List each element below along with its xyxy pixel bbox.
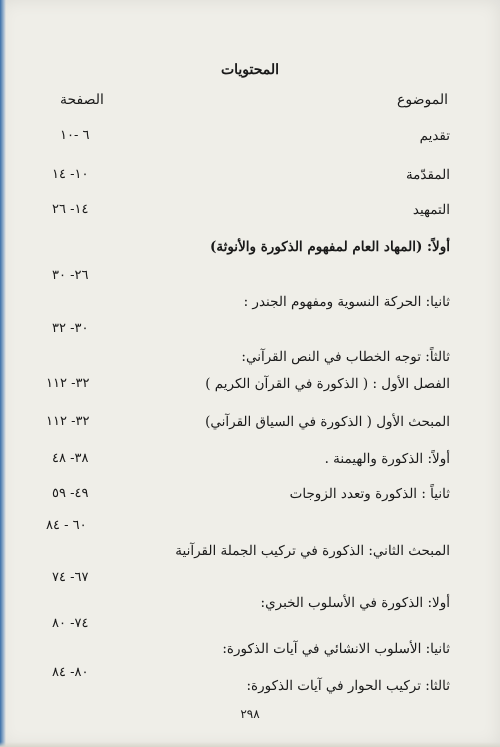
toc-row <box>0 486 500 510</box>
topic-column-header: الموضوع <box>397 92 448 108</box>
page-column-header: الصفحة <box>60 92 104 108</box>
toc-row <box>0 451 500 475</box>
toc-row <box>0 349 500 373</box>
toc-entry-label: أولاً: (المهاد العام لمفهوم الذكورة والأنوثة) <box>209 239 450 255</box>
toc-entry-page: ٨٠- ٨٤ <box>52 665 89 680</box>
toc-entry-label: الفصل الأول : ( الذكورة في القرآن الكريم ) <box>205 376 450 392</box>
toc-entry-page: ١٤- ٢٦ <box>52 202 89 217</box>
page-bottom-shadow <box>0 742 500 747</box>
toc-row <box>0 543 500 567</box>
toc-entry-page: ٦ -١٠ <box>60 128 90 143</box>
toc-entry-label: المبحث الأول ( الذكورة في السياق القرآني) <box>205 414 450 430</box>
toc-entry-label: المبحث الثاني: الذكورة في تركيب الجملة القرآنية <box>175 543 450 559</box>
toc-row <box>0 268 500 292</box>
toc-row <box>0 321 500 345</box>
toc-entry-label: تقديم <box>419 128 450 144</box>
toc-entry-page: ٣٠- ٣٢ <box>52 321 89 336</box>
toc-row <box>0 414 500 438</box>
toc-row <box>0 167 500 191</box>
toc-row <box>0 518 500 542</box>
toc-entry-label: ثانيا: الحركة النسوية ومفهوم الجندر : <box>243 294 450 310</box>
toc-entry-label: أولاً: الذكورة والهيمنة . <box>324 451 450 467</box>
toc-entry-page: ١٠- ١٤ <box>52 167 89 182</box>
toc-entry-page: ٣٢- ١١٢ <box>46 376 90 391</box>
toc-entry-page: ٣٢- ١١٢ <box>46 414 90 429</box>
toc-entry-page: ٦٧- ٧٤ <box>52 570 89 585</box>
toc-entry-page: ٧٤- ٨٠ <box>52 616 89 631</box>
toc-row <box>0 294 500 318</box>
toc-row <box>0 128 500 152</box>
toc-row <box>0 570 500 594</box>
page-number: ٢٩٨ <box>240 707 260 721</box>
page-title: المحتويات <box>220 62 280 78</box>
toc-entry-label: التمهيد <box>412 202 450 218</box>
toc-entry-page: ٦٠ - ٨٤ <box>46 518 87 533</box>
toc-row <box>0 239 500 263</box>
toc-entry-label: ثالثا: تركيب الحوار في آيات الذكورة: <box>246 678 450 694</box>
toc-row <box>0 376 500 400</box>
toc-row <box>0 616 500 640</box>
toc-entry-label: أولا: الذكورة في الأسلوب الخبري: <box>260 595 450 611</box>
toc-row <box>0 202 500 226</box>
toc-entry-label: ثانياً : الذكورة وتعدد الزوجات <box>289 486 450 502</box>
toc-entry-page: ٣٨- ٤٨ <box>52 451 89 466</box>
toc-row <box>0 641 500 665</box>
toc-row <box>0 678 500 702</box>
toc-entry-page: ٤٩- ٥٩ <box>52 486 89 501</box>
toc-entry-label: المقدّمة <box>405 167 450 183</box>
toc-entry-label: ثانيا: الأسلوب الانشائي في آيات الذكورة: <box>222 641 450 657</box>
toc-entry-page: ٢٦- ٣٠ <box>52 268 89 283</box>
toc-entry-label: ثالثاً: توجه الخطاب في النص القرآني: <box>241 349 450 365</box>
